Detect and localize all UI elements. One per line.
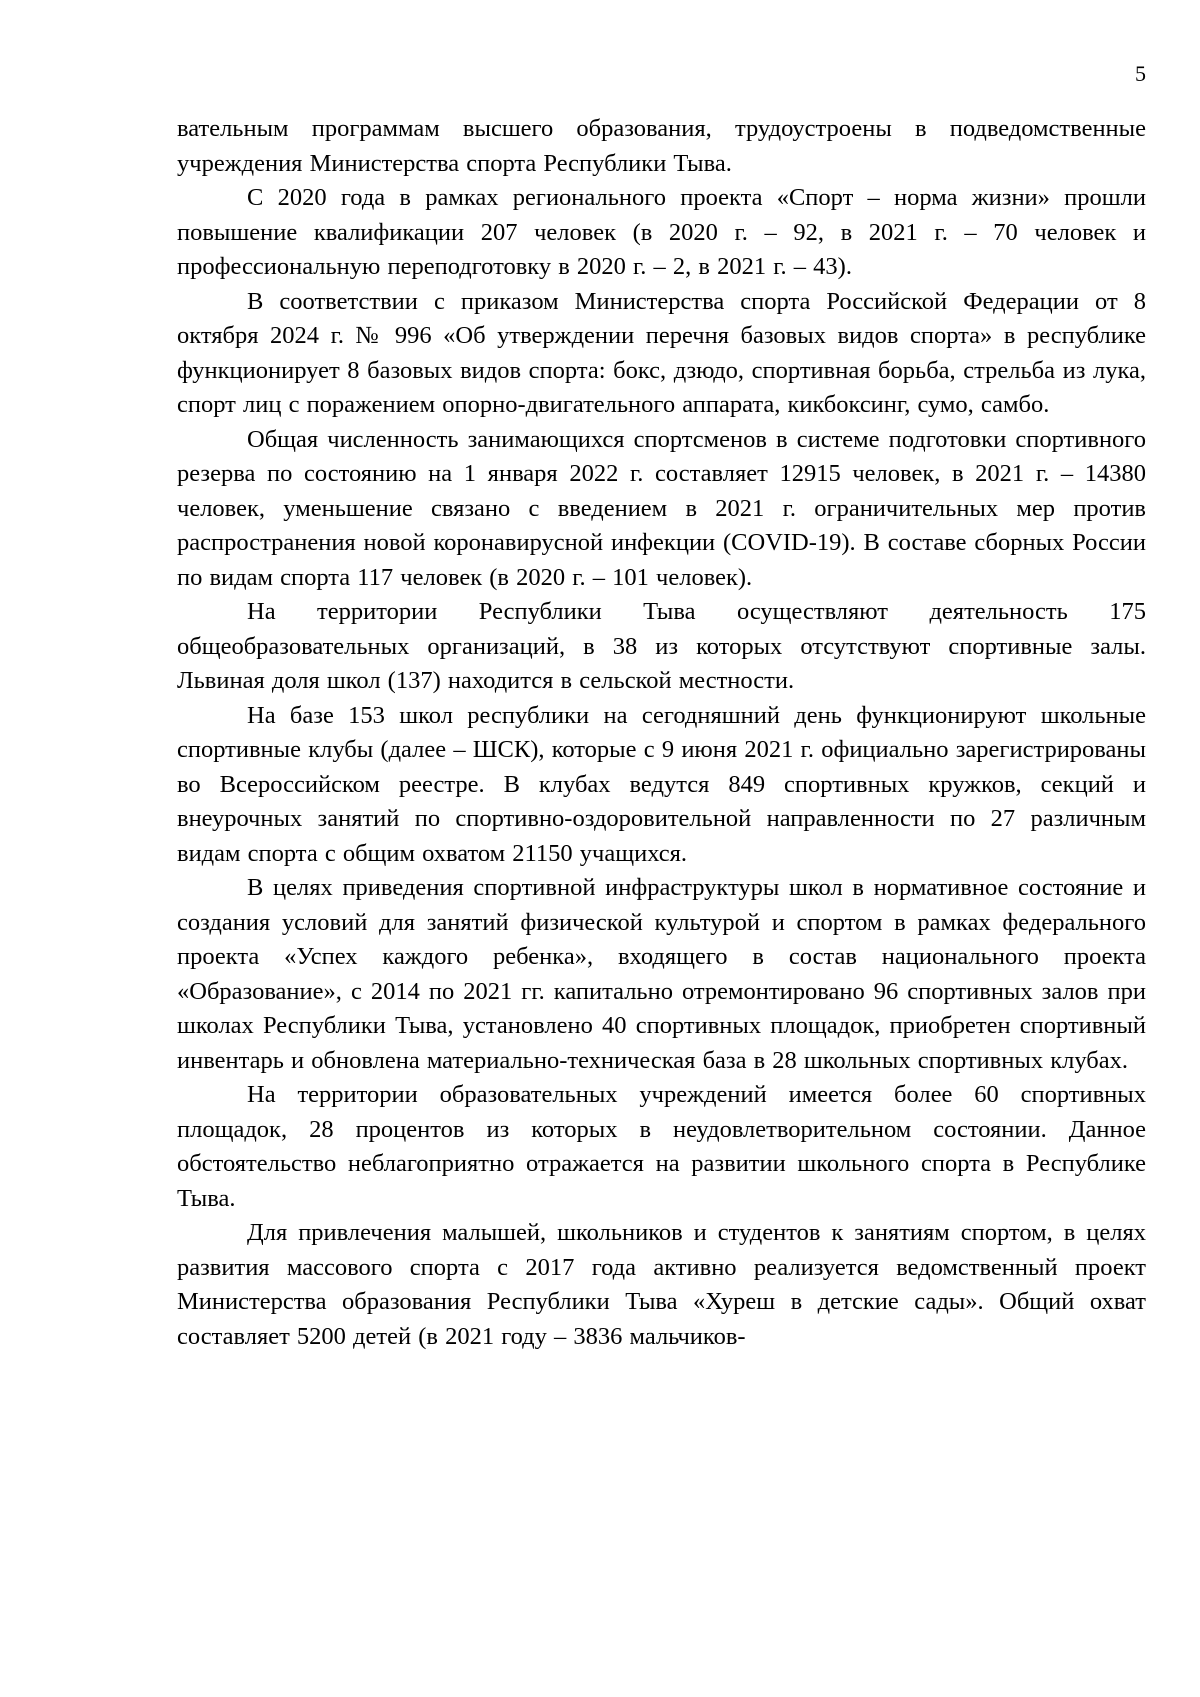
paragraph-qualification: С 2020 года в рамках регионального проекта «Спорт – норма жизни» прошли повышение квалификации 207 человек (в 2020 г. – 92, в 2021 г. – 70 человек и профессиональную переподготовку в 2020 г. – 2, в 2021 г. – 43). [177,184,1146,280]
paragraph-sports-grounds: На территории образовательных учреждений имеется более 60 спортивных площадок, 28 процентов из которых в неудовлетворительном состоянии. Данное обстоятельство неблагоприятно отражается на развитии школьного спорта в Республике Тыва. [177,1081,1146,1212]
paragraph-school-clubs: На базе 153 школ республики на сегодняшний день функционируют школьные спортивные клубы (далее – ШСК), которые с 9 июня 2021 г. официально зарегистрированы во Всероссийском реестре. В клубах ведутся 849 спортивных кружков, секций и внеурочных занятий по спортивно-оздоровительной направленности по 27 различным видам спорта с общим охватом 21150 учащихся. [177,701,1146,867]
paragraph-schools: На территории Республики Тыва осуществляют деятельность 175 общеобразовательных организаций, в 38 из которых отсутствуют спортивные залы. Львиная доля школ (137) находится в сельской местности. [177,598,1146,694]
paragraph-base-sports: В соответствии с приказом Министерства спорта Российской Федерации от 8 октября 2024 г. № 996 «Об утверждении перечня базовых видов спорта» в республике функционирует 8 базовых видов спорта: бокс, дзюдо, спортивная борьба, стрельба из лука, спорт лиц с поражением опорно-двигательного аппарата, кикбоксинг, сумо, самбо. [177,287,1146,418]
page-number: 5 [1135,61,1146,86]
paragraph-athletes-count: Общая численность занимающихся спортсменов в системе подготовки спортивного резерва по состоянию на 1 января 2022 г. составляет 12915 человек, в 2021 г. – 14380 человек, уменьшение связано с введением в 2021 г. ограничительных мер против распространения новой коронавирусной инфекции (COVID-19). В составе сборных России по видам спорта 117 человек (в 2020 г. – 101 человек). [177,425,1146,591]
document-body [177,112,1146,1354]
paragraph-khuresh-project: Для привлечения малышей, школьников и студентов к занятиям спортом, в целях развития массового спорта с 2017 года активно реализуется ведомственный проект Министерства образования Республики Тыва «Хуреш в детские сады». Общий охват составляет 5200 детей (в 2021 году – 3836 мальчиков- [177,1219,1146,1350]
paragraph-infrastructure: В целях приведения спортивной инфраструктуры школ в нормативное состояние и создания условий для занятий физической культурой и спортом в рамках федерального проекта «Успех каждого ребенка», входящего в состав национального проекта «Образование», с 2014 по 2021 гг. капитально отремонтировано 96 спортивных залов при школах Республики Тыва, установлено 40 спортивных площадок, приобретен спортивный инвентарь и обновлена материально-техническая база в 28 школьных спортивных клубах. [177,874,1146,1074]
paragraph-continuation: вательным программам высшего образования, трудоустроены в подведомственные учреждения Министерства спорта Республики Тыва. [177,115,1146,177]
